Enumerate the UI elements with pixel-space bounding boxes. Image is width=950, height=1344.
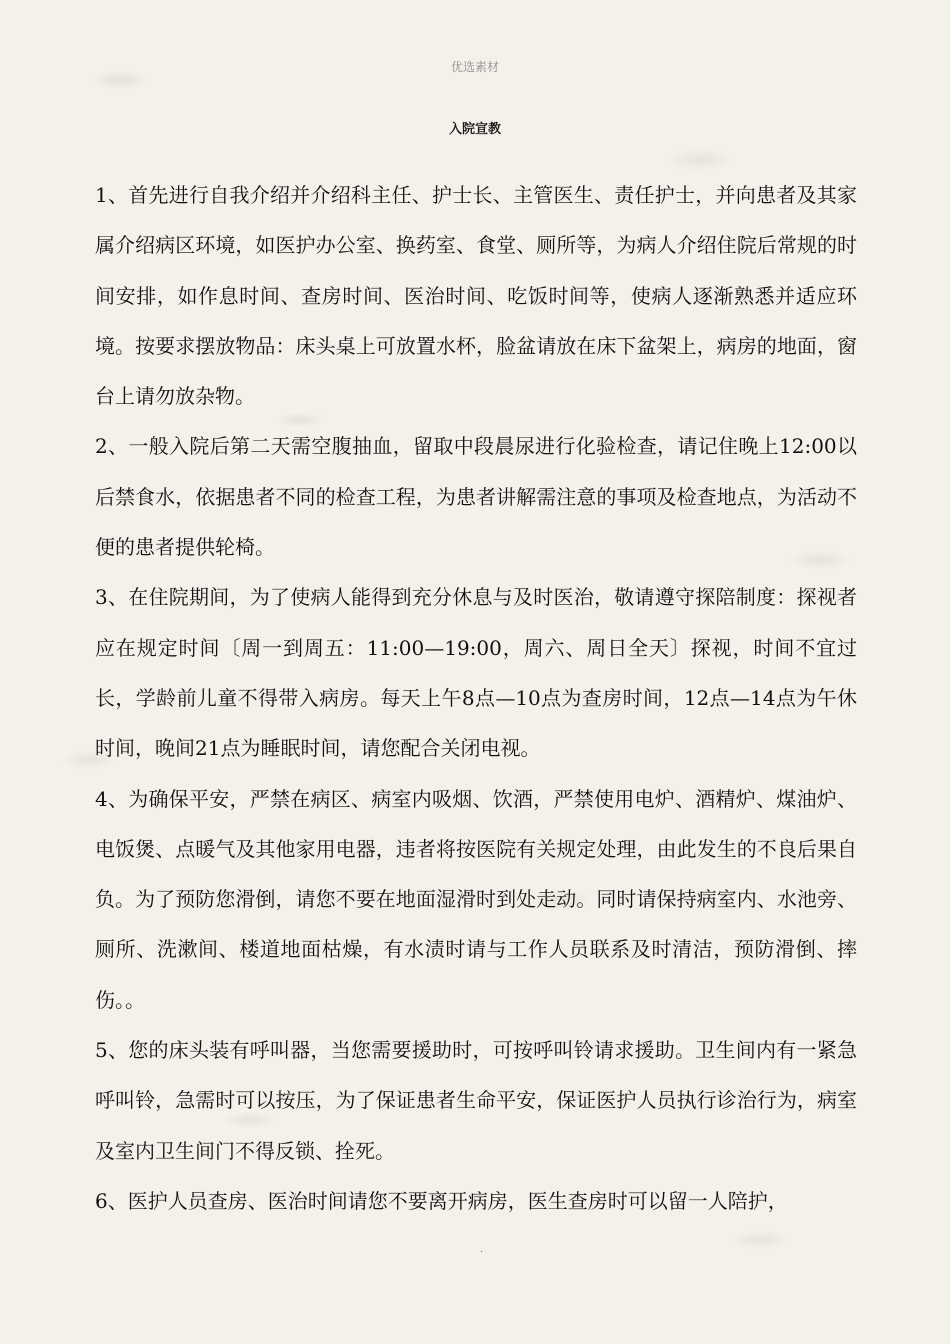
document-body <box>95 170 857 1226</box>
document-title: 入院宣教 <box>448 122 501 137</box>
paragraph-1: 1、首先进行自我介绍并介绍科主任、护士长、主管医生、责任护士，并向患者及其家属介绍病区环境，如医护办公室、换药室、食堂、厕所等，为病人介绍住院后常规的时间安排，如作息时间、查房时间、医治时间、吃饭时间等，使病人逐渐熟悉并适应环境。按要求摆放物品：床头桌上可放置水杯，脸盆请放在床下盆架上，病房的地面，窗台上请勿放杂物。 <box>95 183 857 409</box>
paragraph-3: 3、在住院期间，为了使病人能得到充分休息与及时医治，敬请遵守探陪制度：探视者应在规定时间〔周一到周五：11:00—19:00，周六、周日全天〕探视，时间不宜过长，学龄前儿童不得带入病房。每天上午8点—10点为查房时间，12点—14点为午休时间，晚间21点为睡眠时间，请您配合关闭电视。 <box>95 585 857 761</box>
paragraph-5: 5、您的床头装有呼叫器，当您需要援助时，可按呼叫铃请求援助。卫生间内有一紧急呼叫铃，急需时可以按压，为了保证患者生命平安，保证医护人员执行诊治行为，病室及室内卫生间门不得反锁、拴死。 <box>95 1038 857 1163</box>
paragraph-4: 4、为确保平安，严禁在病区、病室内吸烟、饮酒，严禁使用电炉、酒精炉、煤油炉、电饭煲、点暖气及其他家用电器，违者将按医院有关规定处理，由此发生的不良后果自负。为了预防您滑倒，请您不要在地面湿滑时到处走动。同时请保持病室内、水池旁、 厕所、洗漱间、楼道地面枯燥，有水渍时请与工作人员联系及时清洁，预防滑倒、摔伤。。 <box>95 786 857 1012</box>
header-label: 优选素材 <box>450 60 499 74</box>
footer-mark: . <box>480 1244 484 1255</box>
paragraph-6: 6、医护人员查房、医治时间请您不要离开病房，医生查房时可以留一人陪护， <box>95 1188 788 1213</box>
paragraph-2: 2、一般入院后第二天需空腹抽血，留取中段晨尿进行化验检查，请记住晚上12:00以后禁食水，依据患者不同的检查工程，为患者讲解需注意的事项及检查地点，为活动不便的患者提供轮椅。 <box>95 434 857 560</box>
